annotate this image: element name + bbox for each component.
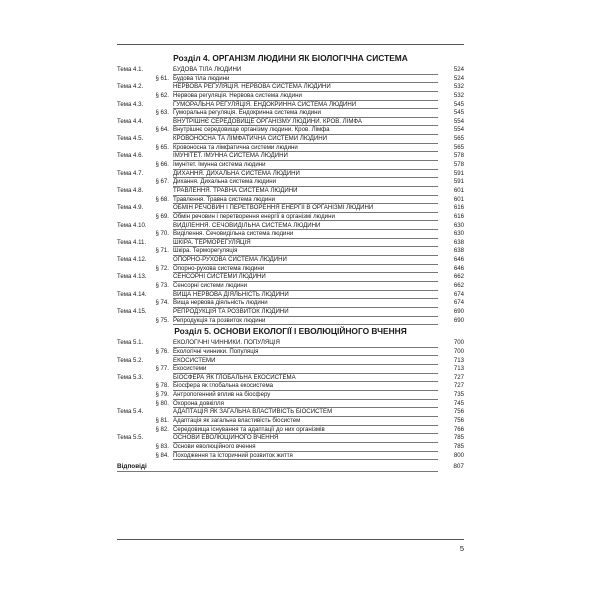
entry-page: 662 [453,282,464,290]
entry-page: 554 [453,126,464,134]
entry-title: Гуморальна регуляція. Ендокринна система людини [173,109,438,118]
entry-label: Тема 4.8. [117,186,144,194]
entry-title: Кровоносна та лімфатична системи людини [173,144,438,153]
entry-page: 735 [453,391,464,399]
toc-theme-entry[interactable] [117,291,464,300]
toc-theme-entry[interactable] [117,170,464,179]
entry-label: § 61. [155,74,169,82]
entry-title: Біосфера як глобальна екосистема [173,382,438,391]
entry-title: ДИХАННЯ. ДИХАЛЬНА СИСТЕМА ЛЮДИНИ [173,170,438,179]
entry-page: 554 [453,117,464,125]
section-heading-5: Розділ 5. ОСНОВИ ЕКОЛОГІЇ І ЕВОЛЮЦІЙНОГО ВЧЕННЯ [174,326,407,337]
entry-page: 800 [453,451,464,459]
table-of-contents [117,53,464,472]
toc-theme-entry[interactable] [117,66,464,75]
top-rule [117,44,464,45]
toc-paragraph-entry[interactable] [117,213,464,222]
entry-page: 578 [453,152,464,160]
entry-title: Антропогенний вплив на біосферу [173,391,438,400]
entry-label: § 77. [155,365,169,373]
entry-title: КРОВОНОСНА ТА ЛІМФАТИЧНА СИСТЕМИ ЛЮДИНИ [173,135,438,144]
entry-page: 785 [453,442,464,450]
toc-paragraph-entry[interactable] [117,196,464,205]
section-heading-4: Розділ 4. ОРГАНІЗМ ЛЮДИНИ ЯК БІОЛОГІЧНА СИСТЕМА [173,53,408,63]
entry-label: § 83. [155,442,169,450]
entry-page: 690 [453,307,464,315]
entry-page: 638 [453,247,464,255]
entry-page: 638 [453,238,464,246]
toc-theme-entry[interactable] [117,374,464,383]
entry-page: 591 [453,169,464,177]
entry-title: Імунітет. Імунна система людини [173,161,438,170]
entry-page: 565 [453,143,464,151]
entry-title: ОБМІН РЕЧОВИН І ПЕРЕТВОРЕННЯ ЕНЕРГІЇ В ОРГАНІЗМІ ЛЮДИНИ [173,204,438,213]
toc-paragraph-entry[interactable] [117,443,464,452]
toc-theme-entry[interactable] [117,339,464,348]
entry-title: БУДОВА ТІЛА ЛЮДИНИ [173,66,438,75]
entry-page: 545 [453,100,464,108]
entry-label: Тема 4.15. [117,307,147,315]
entry-title: Шкіра. Терморегуляція [173,247,438,256]
toc-paragraph-entry[interactable] [117,317,464,326]
entry-title: ГУМОРАЛЬНА РЕГУЛЯЦІЯ. ЕНДОКРИННА СИСТЕМА ЛЮДИНИ [173,101,438,110]
entry-page: 532 [453,83,464,91]
entry-page: 662 [453,273,464,281]
entry-label: Тема 5.5. [117,434,144,442]
toc-paragraph-entry[interactable] [117,161,464,170]
entry-label: Тема 5.4. [117,408,144,416]
entry-page: 756 [453,408,464,416]
entry-title: Походження та історичний розвиток життя [173,452,438,461]
entry-page: 545 [453,109,464,117]
toc-paragraph-entry[interactable] [117,109,464,118]
toc-paragraph-entry[interactable] [117,75,464,84]
toc-paragraph-entry[interactable] [117,365,464,374]
entry-page: 727 [453,382,464,390]
entry-page: 524 [453,66,464,73]
toc-paragraph-entry[interactable] [117,426,464,435]
entry-title: Охорона довкілля [173,400,438,409]
bottom-rule [117,539,464,540]
entry-title: Травлення. Травна система людини [173,196,438,205]
entry-label: § 67. [155,178,169,186]
entry-title: Основи еволюційного вчення [173,443,438,452]
entry-title: Опорно-рухова система людини [173,265,438,274]
entry-page: 700 [453,339,464,347]
toc-paragraph-entry[interactable] [117,92,464,101]
entry-page: 646 [453,256,464,264]
toc-paragraph-entry[interactable] [117,282,464,291]
entry-label: Тема 4.3. [117,100,144,108]
toc-paragraph-entry[interactable] [117,265,464,274]
answers-entry[interactable] [117,462,464,472]
entry-page: 616 [453,204,464,212]
entry-title: Сенсорні системи людини [173,282,438,291]
entry-label: Тема 4.9. [117,204,144,212]
toc-theme-entry[interactable] [117,118,464,127]
entry-title: РЕПРОДУКЦІЯ ТА РОЗВИТОК ЛЮДИНИ [173,308,438,317]
entry-title: ОСНОВИ ЕВОЛЮЦІЙНОГО ВЧЕННЯ [173,434,438,443]
entry-label: § 62. [155,91,169,99]
entry-title: ТРАВЛЕННЯ. ТРАВНА СИСТЕМА ЛЮДИНИ [173,187,438,196]
entry-title: Адаптація як загальна властивість біосистем [173,417,438,426]
entry-label: Тема 4.2. [117,83,144,91]
toc-theme-entry[interactable] [117,152,464,161]
entry-label: § 66. [155,161,169,169]
entry-title: НЕРВОВА РЕГУЛЯЦІЯ. НЕРВОВА СИСТЕМА ЛЮДИНИ [173,83,438,92]
toc-paragraph-entry[interactable] [117,391,464,400]
toc-theme-entry[interactable] [117,357,464,366]
toc-theme-entry[interactable] [117,239,464,248]
entry-title: Внутрішнє середовище організму людини. Кров. Лімфа [173,126,438,135]
entry-page: 630 [453,230,464,238]
entry-title: Екосистеми [173,365,438,374]
entry-page: 646 [453,264,464,272]
toc-theme-entry[interactable] [117,434,464,443]
toc-paragraph-entry[interactable] [117,247,464,256]
entry-label: § 69. [155,212,169,220]
entry-title: ІМУНІТЕТ. ІМУННА СИСТЕМА ЛЮДИНИ [173,152,438,161]
entry-label: § 68. [155,195,169,203]
entry-page: 756 [453,416,464,424]
entry-label: § 74. [155,299,169,307]
entry-title: Вища нервова діяльність людини [173,299,438,308]
toc-paragraph-entry[interactable] [117,126,464,135]
toc-theme-entry[interactable] [117,101,464,110]
entry-page: 700 [453,347,464,355]
toc-paragraph-entry[interactable] [117,144,464,153]
toc-paragraph-entry[interactable] [117,299,464,308]
entry-title: ОПОРНО-РУХОВА СИСТЕМА ЛЮДИНИ [173,256,438,265]
toc-theme-entry[interactable] [117,256,464,265]
toc-theme-entry[interactable] [117,408,464,417]
entry-title: ВИДІЛЕННЯ. СЕЧОВИДІЛЬНА СИСТЕМА ЛЮДИНИ [173,222,438,231]
toc-paragraph-entry[interactable] [117,348,464,357]
toc-theme-entry[interactable] [117,187,464,196]
entry-label: Тема 5.3. [117,373,144,381]
entry-title: Будова тіла людини [173,75,438,84]
toc-theme-entry[interactable] [117,308,464,317]
entry-label: Тема 4.1. [117,66,144,73]
entry-page: 727 [453,373,464,381]
toc-paragraph-entry[interactable] [117,382,464,391]
entry-label: Тема 4.14. [117,290,147,298]
entry-page: 690 [453,316,464,324]
entry-page: 616 [453,212,464,220]
answers-label: Відповіді [117,462,438,472]
toc-paragraph-entry[interactable] [117,400,464,409]
entry-label: Тема 4.12. [117,256,147,264]
toc-theme-entry[interactable] [117,222,464,231]
entry-title: ЕКОЛОГІЧНІ ЧИННИКИ. ПОПУЛЯЦІЯ [173,339,438,348]
entry-label: § 65. [155,143,169,151]
entry-label: § 76. [155,347,169,355]
entry-label: § 70. [155,230,169,238]
toc-theme-entry[interactable] [117,273,464,282]
entry-title: ВНУТРІШНЄ СЕРЕДОВИЩЕ ОРГАНІЗМУ ЛЮДИНИ. КРОВ. ЛІМФА [173,118,438,127]
entry-page: 601 [453,195,464,203]
toc-paragraph-entry[interactable] [117,452,464,461]
section-4-entries [117,66,464,325]
entry-title: СЕНСОРНІ СИСТЕМИ ЛЮДИНИ [173,273,438,282]
entry-label: Тема 4.13. [117,273,147,281]
entry-page: 713 [453,365,464,373]
toc-paragraph-entry[interactable] [117,417,464,426]
entry-label: Тема 5.1. [117,339,144,347]
entry-page: 578 [453,161,464,169]
entry-page: 630 [453,221,464,229]
entry-title: Дихання. Дихальна система людини [173,178,438,187]
entry-label: Тема 4.5. [117,135,144,143]
entry-title: ШКІРА. ТЕРМОРЕГУЛЯЦІЯ [173,239,438,248]
toc-theme-entry[interactable] [117,204,464,213]
toc-theme-entry[interactable] [117,83,464,92]
entry-page: 745 [453,399,464,407]
entry-page: 674 [453,290,464,298]
toc-theme-entry[interactable] [117,135,464,144]
entry-label: § 82. [155,425,169,433]
entry-title: Репродукція та розвиток людини [173,317,438,326]
entry-title: Обмін речовин і перетворення енергії в організмі людини [173,213,438,222]
entry-label: Тема 5.2. [117,356,144,364]
entry-label: § 84. [155,451,169,459]
entry-label: § 80. [155,399,169,407]
toc-paragraph-entry[interactable] [117,178,464,187]
entry-title: АДАПТАЦІЯ ЯК ЗАГАЛЬНА ВЛАСТИВІСТЬ БІОСИСТЕМ [173,408,438,417]
entry-title: Виділення. Сечовидільна система людини [173,230,438,239]
entry-label: § 75. [155,316,169,324]
entry-page: 601 [453,186,464,194]
entry-title: БІОСФЕРА ЯК ГЛОБАЛЬНА ЕКОСИСТЕМА [173,374,438,383]
entry-title: ВИЩА НЕРВОВА ДІЯЛЬНІСТЬ ЛЮДИНИ [173,291,438,300]
entry-page: 565 [453,135,464,143]
entry-title: Нервова регуляція. Нервова система людини [173,92,438,101]
entry-page: 524 [453,74,464,82]
entry-label: Тема 4.10. [117,221,147,229]
entry-page: 674 [453,299,464,307]
entry-page: 785 [453,434,464,442]
entry-title: Середовища існування та адаптації до них організмів [173,426,438,435]
entry-page: 713 [453,356,464,364]
entry-title: Екологічні чинники. Популяція [173,348,438,357]
page-number: 5 [459,544,464,553]
toc-paragraph-entry[interactable] [117,230,464,239]
entry-title: ЕКОСИСТЕМИ [173,357,438,366]
answers-page: 807 [453,463,464,471]
entry-label: Тема 4.7. [117,169,144,177]
entry-label: § 73. [155,282,169,290]
entry-label: § 81. [155,416,169,424]
entry-label: § 71. [155,247,169,255]
entry-page: 532 [453,91,464,99]
entry-label: Тема 4.6. [117,152,144,160]
entry-label: § 72. [155,264,169,272]
entry-label: § 78. [155,382,169,390]
entry-label: § 63. [155,109,169,117]
entry-label: Тема 4.4. [117,117,144,125]
section-5-entries [117,339,464,460]
entry-label: § 64. [155,126,169,134]
entry-label: Тема 4.11. [117,238,147,246]
entry-label: § 79. [155,391,169,399]
entry-page: 766 [453,425,464,433]
entry-page: 591 [453,178,464,186]
